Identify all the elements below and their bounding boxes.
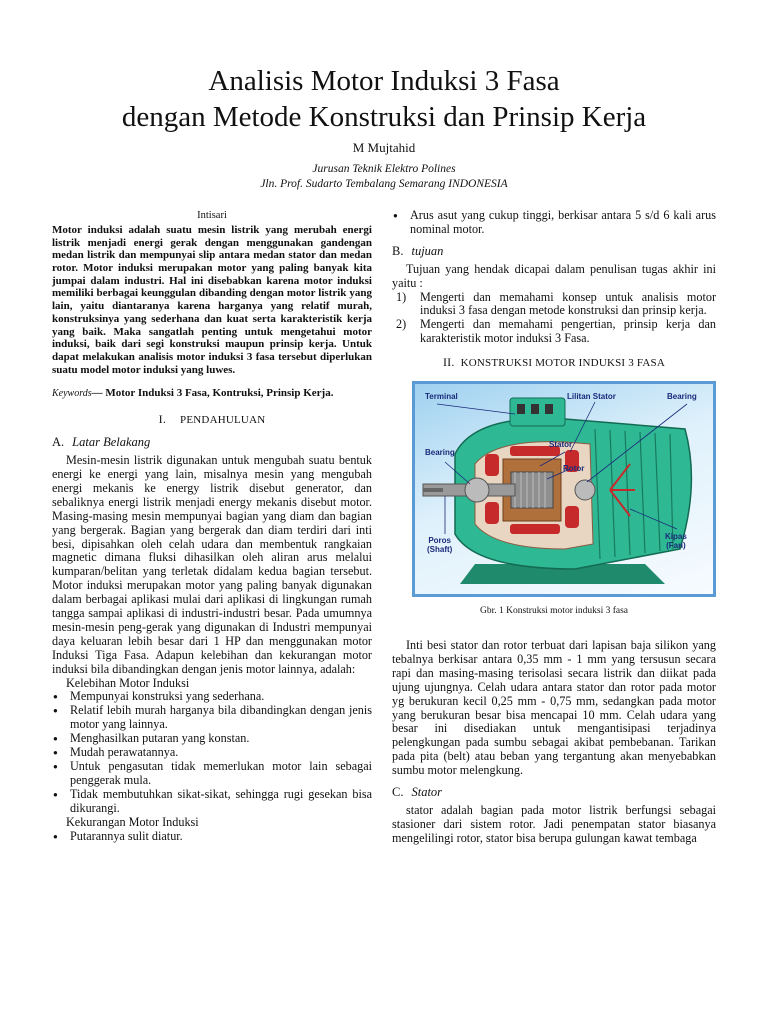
bearing-right	[575, 480, 595, 500]
keywords	[52, 387, 372, 401]
tujuan-list	[392, 291, 716, 347]
subsection-b-heading	[392, 245, 716, 259]
paper-title-line1: Analisis Motor Induksi 3 Fasa	[208, 65, 560, 97]
disadvantages-list-part1	[52, 830, 372, 844]
tujuan-intro: Tujuan yang hendak dicapai dalam penulisan tugas akhir ini yaitu :	[392, 261, 716, 290]
figure-caption: Gbr. 1 Konstruksi motor induksi 3 fasa	[479, 606, 629, 617]
right-column	[392, 209, 716, 846]
list-item: ● Mudah perawatannya.	[52, 746, 372, 760]
subsection-a-title: Latar Belakang	[72, 435, 151, 450]
label-kipas-line1: Kipas	[665, 532, 687, 542]
list-item: ● Tidak membutuhkan sikat-sikat, sehingga rugi gesekan bisa dikurangi.	[52, 788, 372, 816]
list-item: ● Arus asut yang cukup tinggi, berkisar antara 5 s/d 6 kali arus nominal motor.	[392, 209, 716, 237]
subsection-c-title: Stator	[411, 785, 443, 800]
list-item	[392, 291, 716, 319]
section-2-title: KONSTRUKSI MOTOR INDUKSI 3 FASA	[460, 357, 666, 370]
label-rotor: Rotor	[563, 464, 585, 474]
subsection-c-letter: C.	[392, 785, 404, 800]
author: M Mujtahid	[352, 140, 416, 155]
keywords-label: Keywords	[52, 388, 92, 400]
subsection-a-letter: A.	[52, 435, 65, 450]
latar-belakang-paragraph: Mesin-mesin listrik digunakan untuk mengubah suatu bentuk energi ke energi yang lain, misalnya mesin yang mengubah energi mekanis ke energy listrik disebut generator, dan sebaliknya energi listrik menjadi energy mekanis disebut motor. Masing-masing mesin mempunyai bagian yang diam dan bagian yang bergerak. Bagian yang bergerak dan diam terdiri dari inti besi, dipisahkan oleh celah udara dan membentuk rangkaian magnetic dimana fluksi dihasilkan oleh aliran arus melalui kumparan/belitan yang terletak didalam kedua bagian tersebut. Motor induksi merupakan motor yang paling banyak digunakan dalam berbagai aplikasi mulai dari aplikasi di lingkungan rumah tangga sampai aplikasi di industri-industri besar. Pada umumnya mesin-mesin peng-gerak yang digunakan di Industri mempunyai daya keluaran lebih besar dari 1 HP dan menggunakan motor Induksi Tiga Fasa. Adapun kelebihan dan kekurangan motor induksi bila dibandingkan dengan jenis motor lainnya, adalah:	[52, 453, 372, 676]
left-column	[52, 209, 372, 843]
label-poros-line2: (Shaft)	[427, 545, 453, 555]
stator-paragraph: stator adalah bagian pada motor listrik berfungsi sebagai stasioner dari sistem rotor. Jadi penempatan stator biasanya mengelilingi rotor, stator bisa berupa gulungan kawat tembaga	[392, 802, 716, 845]
list-item: ● Untuk pengasutan tidak memerlukan motor lain sebagai penggerak mula.	[52, 760, 372, 788]
list-item: ● Relatif lebih murah harganya bila dibandingkan dengan jenis motor yang lainnya.	[52, 704, 372, 732]
subsection-b-title: tujuan	[411, 243, 444, 258]
bearing-left	[465, 478, 489, 502]
list-number: 1)	[396, 289, 407, 304]
label-lilitan-stator: Lilitan Stator	[567, 392, 616, 402]
section-1-heading	[52, 413, 372, 428]
list-item: ● Menghasilkan putaran yang konstan.	[52, 732, 372, 746]
rotor	[511, 472, 553, 508]
affiliation-line2: Jln. Prof. Sudarto Tembalang Semarang INDONESIA	[260, 178, 508, 190]
list-item: ● Putarannya sulit diatur.	[52, 830, 372, 844]
keywords-text: — Motor Induksi 3 Fasa, Kontruksi, Prinsip Kerja.	[91, 387, 334, 400]
section-1-title: PENDAHULUAN	[180, 414, 266, 427]
list-number: 2)	[396, 317, 407, 332]
list-item	[392, 318, 716, 346]
section-2-heading	[392, 356, 716, 371]
abstract-heading: Intisari	[197, 210, 227, 221]
advantages-list	[52, 690, 372, 815]
list-text: Mengerti dan memahami pengertian, prinsip kerja dan karakteristik motor induksi 3 Fasa.	[420, 317, 716, 346]
label-stator: Stator	[549, 440, 573, 450]
section-2-number: II.	[442, 355, 455, 370]
subsection-c-heading	[392, 786, 716, 800]
motor-figure	[412, 381, 716, 597]
subsection-b-letter: B.	[392, 243, 404, 258]
label-poros	[427, 536, 452, 554]
subsection-a-heading	[52, 436, 372, 450]
label-bearing-right: Bearing	[667, 392, 697, 402]
konstruksi-paragraph: Inti besi stator dan rotor terbuat dari lapisan baja silikon yang tebalnya berkisar antara 0,35 mm - 1 mm yang tersusun secara rapi dan masing-masing terisolasi secara listrik dan diikat pada ujung ujungnya. Celah udara antara stator dan rotor pada motor yg berukuran kecil 0,25 mm - 0,75 mm, sedangkan pada motor yang berukuran besar bisa mencapai 10 mm. Celah udara yang besar ini disediakan untuk mengantisipasi terjadinya pelengkungan pada sumbu sebagai akibat pembebanan. Tarikan pada pita (belt) atau beban yang tergantung akan menyebabkan sumbu motor melengkung.	[392, 637, 716, 778]
section-1-number: I.	[158, 412, 167, 427]
label-terminal: Terminal	[425, 392, 458, 402]
affiliation-line1: Jurusan Teknik Elektro Polines	[312, 163, 456, 175]
disadvantages-list-part2	[392, 209, 716, 237]
paper-title-line2: dengan Metode Konstruksi dan Prinsip Kerja	[121, 101, 647, 133]
label-kipas-line2: (Fan)	[666, 541, 686, 551]
motor-cutaway-illustration	[415, 384, 713, 594]
disadvantages-heading: Kekurangan Motor Induksi	[66, 814, 199, 829]
label-poros-line1: Poros	[428, 536, 451, 546]
label-bearing-left: Bearing	[425, 448, 455, 458]
label-kipas	[665, 532, 687, 550]
list-text: Mengerti dan memahami konsep untuk analisis motor induksi 3 fasa dengan metode konstruksi dan prinsip kerja.	[420, 289, 716, 318]
advantages-heading: Kelebihan Motor Induksi	[66, 675, 190, 690]
list-item: ● Mempunyai konstruksi yang sederhana.	[52, 690, 372, 704]
abstract-text: Motor induksi adalah suatu mesin listrik yang merubah energi listrik menjadi energi gerak dengan menggunakan gandengan medan listrik dan mempunyai slip antara medan stator dan medan rotor. Motor induksi merupakan motor yang paling banyak kita jumpai dalam industri. Hal ini disebabkan karena motor induksi memiliki berbagai keunggulan dibanding dengan motor listrik yang lain, yaitu diantaranya karena harganya yang relatif murah, konstruksinya yang sederhana dan kuat serta karakteristik kerja yang baik. Maka sangatlah penting untuk mengetahui motor induksi, baik dari segi konstruksi maupun prinsip kerja. Untuk dapat melakukan analisis motor induksi 3 fasa tersebut diperlukan suatu model motor induksi yang luwes.	[52, 223, 372, 376]
